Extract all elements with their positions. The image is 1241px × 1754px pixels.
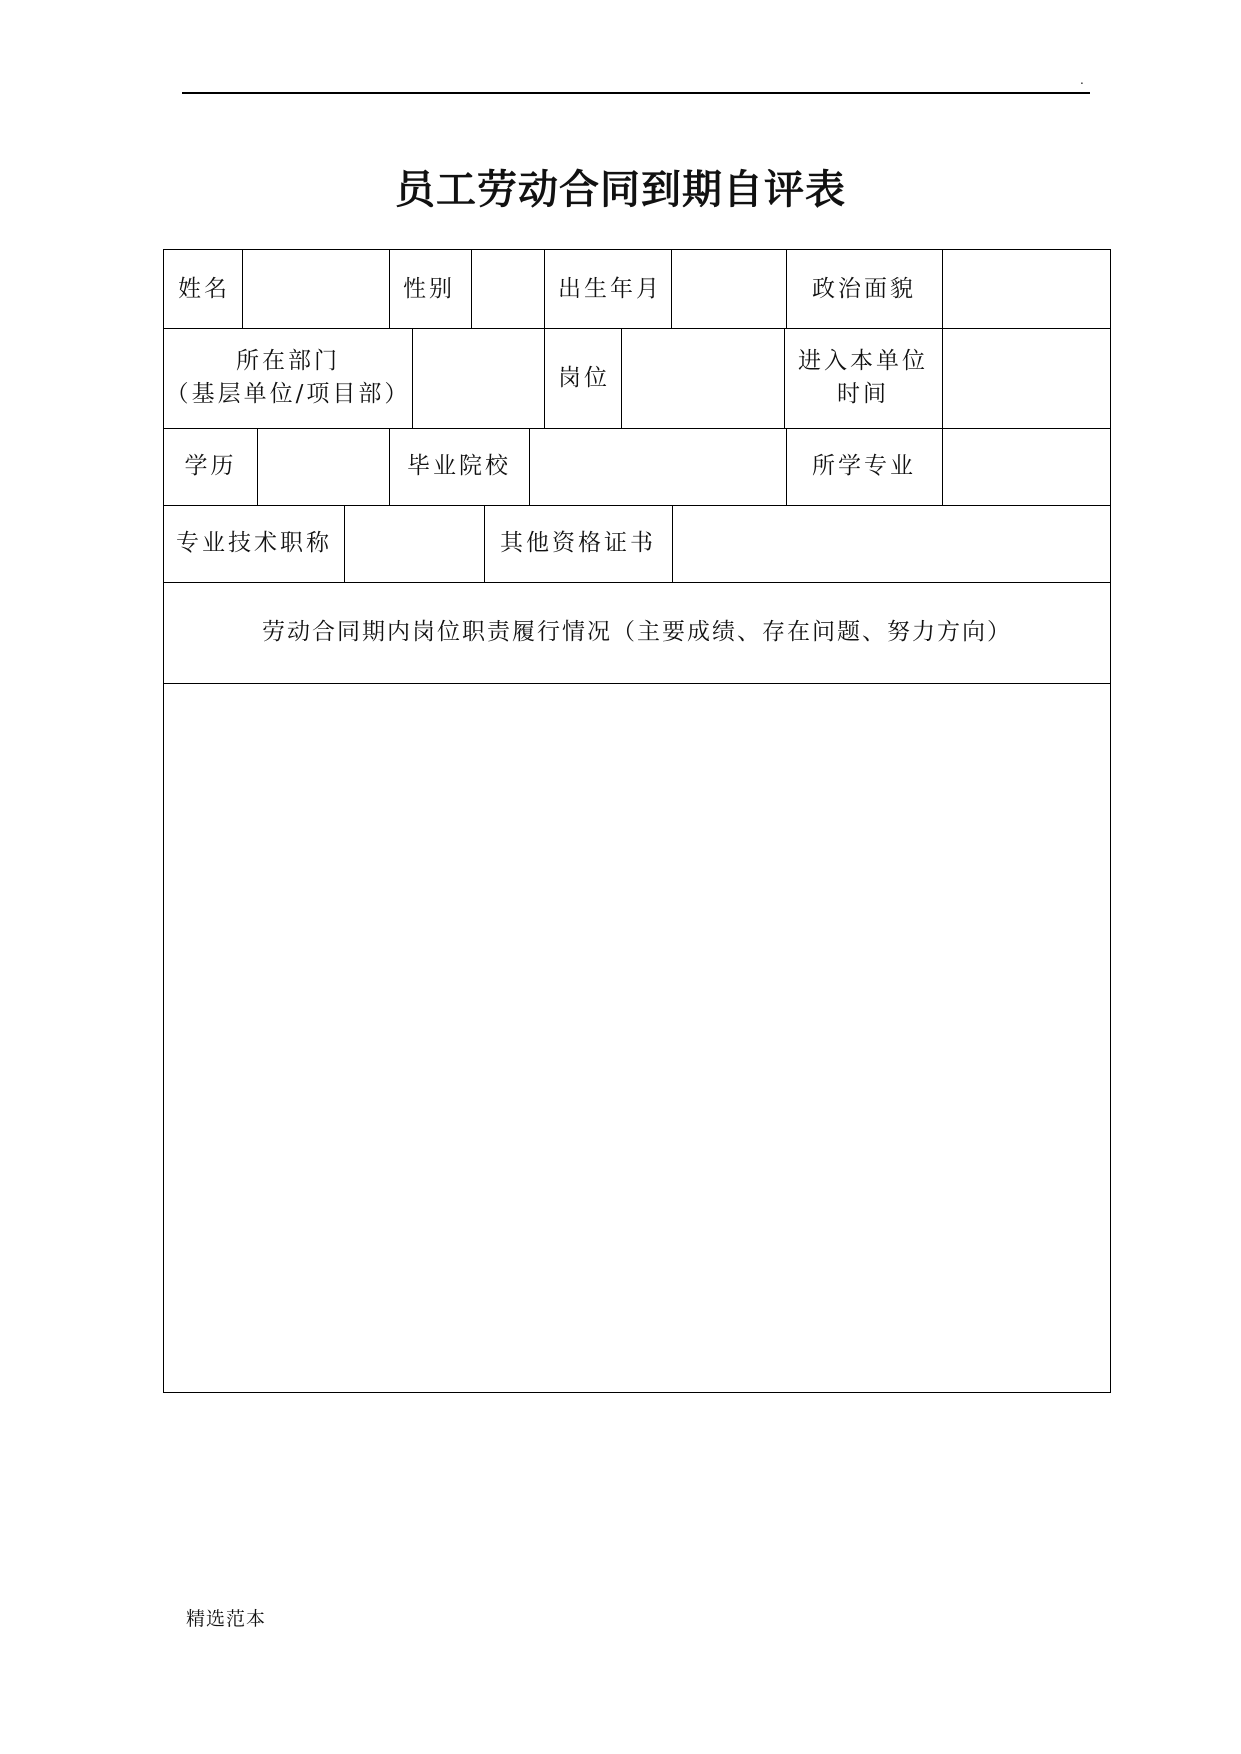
page-title: 员工劳动合同到期自评表 — [395, 167, 846, 213]
footer-text: 精选范本 — [186, 1608, 267, 1630]
other-certificates-field[interactable] — [672, 505, 1110, 582]
name-label: 姓名 — [178, 275, 230, 302]
birth-date-field[interactable] — [671, 250, 786, 328]
political-status-field[interactable] — [942, 250, 1110, 328]
entry-date-label-line1: 进入本单位 — [798, 348, 928, 374]
major-field[interactable] — [942, 428, 1110, 505]
performance-section-heading: 劳动合同期内岗位职责履行情况（主要成绩、存在问题、努力方向） — [262, 619, 1012, 645]
major-label: 所学专业 — [812, 453, 916, 479]
position-field[interactable] — [621, 328, 784, 428]
performance-text-area[interactable] — [164, 683, 1110, 1392]
school-field[interactable] — [529, 428, 786, 505]
header-rule — [182, 92, 1090, 94]
entry-date-label-line2: 时间 — [837, 381, 889, 407]
department-label-line1: 所在部门 — [236, 348, 340, 374]
department-label-line2: （基层单位/项目部） — [165, 381, 411, 407]
entry-date-label — [784, 328, 942, 428]
header-dot: . — [1080, 73, 1084, 87]
professional-title-label: 专业技术职称 — [176, 530, 332, 556]
name-field[interactable] — [242, 250, 389, 328]
education-field[interactable] — [257, 428, 389, 505]
school-label: 毕业院校 — [407, 453, 511, 479]
gender-field[interactable] — [471, 250, 544, 328]
department-label — [164, 328, 412, 428]
professional-title-field[interactable] — [344, 505, 484, 582]
other-certificates-label: 其他资格证书 — [500, 530, 656, 556]
birth-date-label: 出生年月 — [558, 275, 662, 302]
entry-date-field[interactable] — [942, 328, 1110, 428]
political-status-label: 政治面貌 — [812, 275, 916, 302]
position-label: 岗位 — [558, 364, 610, 391]
gender-label: 性别 — [403, 275, 455, 302]
evaluation-form-table — [163, 249, 1111, 1393]
department-field[interactable] — [412, 328, 544, 428]
education-label: 学历 — [184, 453, 237, 479]
